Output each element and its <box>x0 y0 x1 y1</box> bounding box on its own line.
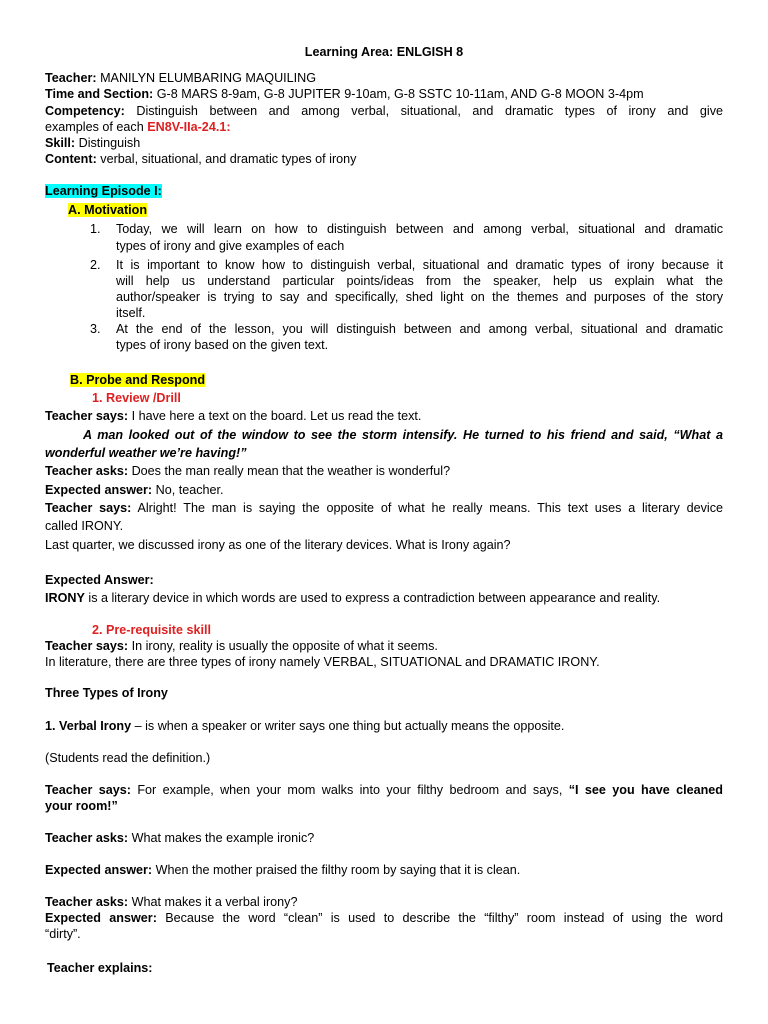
competency-line <box>45 103 723 119</box>
time-label: Time and Section: <box>45 87 154 101</box>
motivation-item-2-cont-3: itself. <box>116 306 146 320</box>
teacher-line <box>45 70 723 86</box>
time-value: G-8 MARS 8-9am, G-8 JUPITER 9-10am, G-8 SSTC 10-11am, AND G-8 MOON 3-4pm <box>156 87 644 101</box>
skill-line <box>45 135 723 151</box>
skill-label: Skill: <box>45 136 76 150</box>
quote-line-2: wonderful weather we’re having!” <box>45 446 247 460</box>
content-line <box>45 151 723 167</box>
competency-text: Distinguish between and among verbal, situational, and dramatic types of irony and give <box>136 104 724 118</box>
teacher-says-2-cont: called IRONY. <box>45 519 124 533</box>
teacher-asks-1: Teacher asks: Does the man really mean that the weather is wonderful? <box>45 464 451 478</box>
review-drill-heading: 1. Review /Drill <box>92 391 181 405</box>
expected-answer-1: Expected answer: No, teacher. <box>45 483 224 497</box>
teacher-asks-2: Teacher asks: What makes the example ironic? <box>45 831 315 845</box>
last-quarter-line: Last quarter, we discussed irony as one of the literary devices. What is Irony again? <box>45 538 511 552</box>
motivation-item-3-cont: types of irony based on the given text. <box>116 338 329 352</box>
students-read-note: (Students read the definition.) <box>45 751 211 765</box>
motivation-item-2-cont-2: author/speaker is trying to say and specifically, shed light on the themes and purposes of the story <box>116 290 723 304</box>
competency-label: Competency: <box>45 104 125 118</box>
content-label: Content: <box>45 152 97 166</box>
motivation-item-2-cont-1: will help us understand particular points/ideas from the speaker, help us explain what the <box>116 274 723 288</box>
teacher-label: Teacher: <box>45 71 97 85</box>
competency-line-2 <box>45 119 723 135</box>
teacher-explains: Teacher explains: <box>47 961 153 975</box>
motivation-item-1-cont: types of irony and give examples of each <box>116 239 345 253</box>
teacher-says-4-cont: your room!” <box>45 799 118 813</box>
time-section-line <box>45 86 723 102</box>
content-value: verbal, situational, and dramatic types of irony <box>100 152 357 166</box>
motivation-heading: A. Motivation <box>68 203 148 217</box>
three-types-heading: Three Types of Irony <box>45 686 168 700</box>
teacher-says-3: Teacher says: In irony, reality is usually the opposite of what it seems. <box>45 639 438 653</box>
motivation-item-1: 1. Today, we will learn on how to distinguish between and among verbal, situational and dramatic <box>90 222 723 236</box>
skill-value: Distinguish <box>78 136 141 150</box>
episode-heading: Learning Episode I: <box>45 184 162 198</box>
teacher-says-4: Teacher says: For example, when your mom walks into your filthy bedroom and says, “I see you have cleaned <box>45 783 723 797</box>
teacher-says-1: Teacher says: I have here a text on the board. Let us read the text. <box>45 409 422 423</box>
expected-answer-2-label: Expected Answer: <box>45 573 154 587</box>
literature-line: In literature, there are three types of irony namely VERBAL, SITUATIONAL and DRAMATIC IRONY. <box>45 655 600 669</box>
expected-answer-3: Expected answer: When the mother praised the filthy room by saying that it is clean. <box>45 863 521 877</box>
motivation-item-2: 2. It is important to know how to distinguish verbal, situational and dramatic types of irony because it <box>90 258 723 272</box>
teacher-asks-3: Teacher asks: What makes it a verbal irony? <box>45 895 298 909</box>
expected-answer-4-cont: “dirty”. <box>45 927 81 941</box>
competency-code: EN8V-IIa-24.1: <box>147 120 231 134</box>
motivation-item-3: 3. At the end of the lesson, you will distinguish between and among verbal, situational and dramatic <box>90 322 723 336</box>
teacher-says-2: Teacher says: Alright! The man is saying the opposite of what he really means. This text uses a literary device <box>45 501 723 515</box>
probe-heading: B. Probe and Respond <box>70 373 206 387</box>
irony-definition: IRONY is a literary device in which words are used to express a contradiction between appearance and reality. <box>45 591 661 605</box>
document-title: Learning Area: ENLGISH 8 <box>304 45 464 59</box>
expected-answer-4: Expected answer: Because the word “clean” is used to describe the “filthy” room instead of using the word <box>45 911 724 925</box>
competency-text-2: examples of each <box>45 120 144 134</box>
quote-line-1: A man looked out of the window to see the storm intensify. He turned to his friend and said, “What a <box>83 428 723 442</box>
prereq-heading: 2. Pre-requisite skill <box>92 623 211 637</box>
teacher-name: MANILYN ELUMBARING MAQUILING <box>100 71 317 85</box>
verbal-irony-definition: 1. Verbal Irony – is when a speaker or writer says one thing but actually means the opposite. <box>45 719 565 733</box>
